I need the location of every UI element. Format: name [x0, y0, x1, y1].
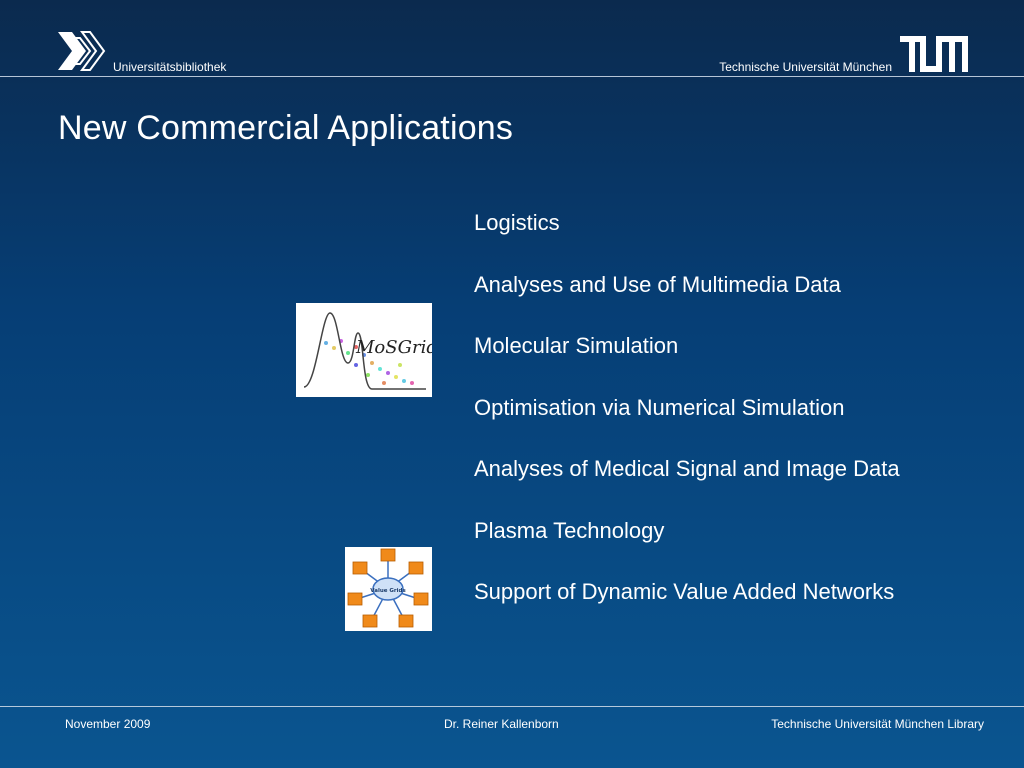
application-list	[474, 208, 1014, 639]
footer-date: November 2009	[65, 717, 151, 731]
page-title: New Commercial Applications	[58, 109, 514, 147]
tum-logo	[900, 36, 968, 72]
footer-divider	[0, 706, 1024, 707]
list-item: Logistics	[474, 210, 560, 235]
header-library-label: Universitätsbibliothek	[113, 60, 227, 74]
value-grids-label: Value Grids	[370, 588, 406, 594]
list-item: Analyses of Medical Signal and Image Data	[474, 456, 900, 481]
list-item: Analyses and Use of Multimedia Data	[474, 271, 841, 297]
library-logo-icon	[56, 30, 106, 72]
list-item: Support of Dynamic Value Added Networks	[474, 579, 895, 604]
value-grids-diagram-image	[345, 547, 432, 631]
list-item: Plasma Technology	[474, 517, 665, 543]
header-divider	[0, 76, 1024, 77]
header-university-label: Technische Universität München	[719, 60, 892, 74]
mosgrid-logo-text: MoSGrid	[356, 337, 432, 358]
footer-author: Dr. Reiner Kallenborn	[444, 717, 559, 731]
list-item: Molecular Simulation	[474, 333, 679, 358]
list-item: Optimisation via Numerical Simulation	[474, 394, 845, 420]
mosgrid-logo-image	[296, 303, 432, 397]
footer-institution: Technische Universität München Library	[771, 717, 984, 731]
